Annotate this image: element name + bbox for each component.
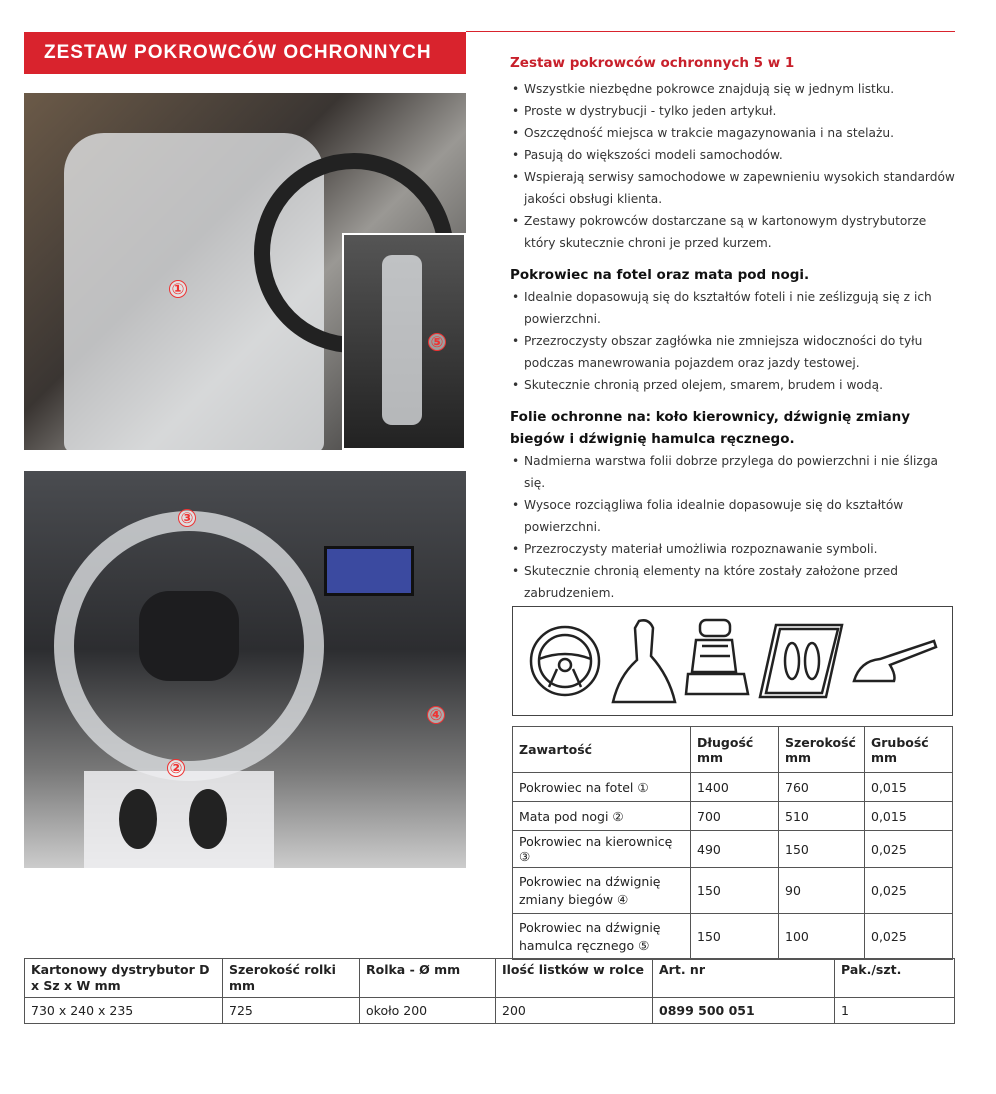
- table-row: [513, 773, 953, 802]
- cell: 0,015: [865, 802, 953, 831]
- cell: 0,025: [865, 868, 953, 914]
- cell: 0,015: [865, 773, 953, 802]
- column-header: Art. nr: [653, 959, 835, 998]
- cell: 200: [496, 998, 653, 1024]
- top-rule: [466, 31, 955, 32]
- floor-mat-icon: [756, 621, 846, 701]
- marker-4: ④: [427, 706, 445, 724]
- list-item: • Skutecznie chronią elementy na które zostały założone przed zabrudzeniem.: [510, 560, 955, 604]
- list-item: • Zestawy pokrowców dostarczane są w kartonowym dystrybutorze który skutecznie chroni je przed kurzem.: [510, 210, 955, 254]
- cell: Pokrowiec na kierownicę ③: [513, 831, 691, 868]
- marker-2: ②: [167, 759, 185, 777]
- car-seat-icon: [682, 616, 752, 706]
- cell: Pokrowiec na dźwignię zmiany biegów ④: [513, 868, 691, 914]
- cell: 490: [691, 831, 779, 868]
- table-row: [513, 831, 953, 868]
- cell: 510: [779, 802, 865, 831]
- page-banner: ZESTAW POKROWCÓW OCHRONNYCH: [24, 32, 466, 74]
- column-header: Ilość listków w rolce: [496, 959, 653, 998]
- cell: 700: [691, 802, 779, 831]
- contents-table: [512, 726, 953, 960]
- cell: Pokrowiec na fotel ①: [513, 773, 691, 802]
- article-number: 0899 500 051: [653, 998, 835, 1024]
- cell: 725: [223, 998, 360, 1024]
- cell: 150: [779, 831, 865, 868]
- column-header: Długość mm: [691, 727, 779, 773]
- product-table: [24, 958, 955, 1024]
- cell: 150: [691, 914, 779, 960]
- column-header: Grubość mm: [865, 727, 953, 773]
- section-title: Pokrowiec na fotel oraz mata pod nogi.: [510, 267, 810, 283]
- marker-1: ①: [169, 280, 187, 298]
- list-item: • Proste w dystrybucji - tylko jeden artykuł.: [510, 100, 955, 122]
- list-item: • Przezroczysty materiał umożliwia rozpoznawanie symboli.: [510, 538, 955, 560]
- list-item: • Idealnie dopasowują się do kształtów foteli i nie ześlizgują się z ich powierzchni.: [510, 286, 955, 330]
- list-item: • Pasują do większości modeli samochodów.: [510, 144, 955, 166]
- column-header: Szerokość mm: [779, 727, 865, 773]
- list-item: • Oszczędność miejsca w trakcie magazynowania i na stelażu.: [510, 122, 955, 144]
- cell: 90: [779, 868, 865, 914]
- list-item: • Wspierają serwisy samochodowe w zapewnieniu wysokich standardów jakości obsługi klienta.: [510, 166, 955, 210]
- table-row: [513, 914, 953, 960]
- cell: 150: [691, 868, 779, 914]
- cell: 760: [779, 773, 865, 802]
- list-item: • Nadmierna warstwa folii dobrze przylega do powierzchni i nie ślizga się.: [510, 450, 955, 494]
- section-title: Zestaw pokrowców ochronnych 5 w 1: [510, 55, 795, 71]
- column-header: Pak./szt.: [835, 959, 955, 998]
- cell: 100: [779, 914, 865, 960]
- column-header: Zawartość: [513, 727, 691, 773]
- cell: 1400: [691, 773, 779, 802]
- cell: 0,025: [865, 831, 953, 868]
- dashboard-photo: [24, 471, 466, 868]
- handbrake-icon: [850, 631, 940, 691]
- list-item: • Skutecznie chronią przed olejem, smarem, brudem i wodą.: [510, 374, 955, 396]
- steering-wheel-icon: [525, 621, 605, 701]
- cell: 730 x 240 x 235: [25, 998, 223, 1024]
- section-title: Folie ochronne na: koło kierownicy, dźwignię zmiany biegów i dźwignię hamulca ręcznego.: [510, 409, 911, 447]
- description: [510, 52, 955, 604]
- marker-3: ③: [178, 509, 196, 527]
- marker-5: ⑤: [428, 333, 446, 351]
- cell: Pokrowiec na dźwignię hamulca ręcznego ⑤: [513, 914, 691, 960]
- column-header: Szerokość rolki mm: [223, 959, 360, 998]
- cell: Mata pod nogi ②: [513, 802, 691, 831]
- handbrake-cover-photo: [342, 233, 466, 450]
- list-item: • Wszystkie niezbędne pokrowce znajdują się w jednym listku.: [510, 78, 955, 100]
- cell: 0,025: [865, 914, 953, 960]
- cell: około 200: [360, 998, 496, 1024]
- table-row: [25, 998, 955, 1024]
- list-item: • Wysoce rozciągliwa folia idealnie dopasowuje się do kształtów powierzchni.: [510, 494, 955, 538]
- table-row: [513, 868, 953, 914]
- cell: 1: [835, 998, 955, 1024]
- table-row: [513, 802, 953, 831]
- product-icons: [512, 606, 953, 716]
- column-header: Kartonowy dystrybutor D x Sz x W mm: [25, 959, 223, 998]
- column-header: Rolka - Ø mm: [360, 959, 496, 998]
- list-item: • Przezroczysty obszar zagłówka nie zmniejsza widoczności do tyłu podczas manewrowania pojazdem oraz jazdy testowej.: [510, 330, 955, 374]
- gear-lever-icon: [609, 616, 679, 706]
